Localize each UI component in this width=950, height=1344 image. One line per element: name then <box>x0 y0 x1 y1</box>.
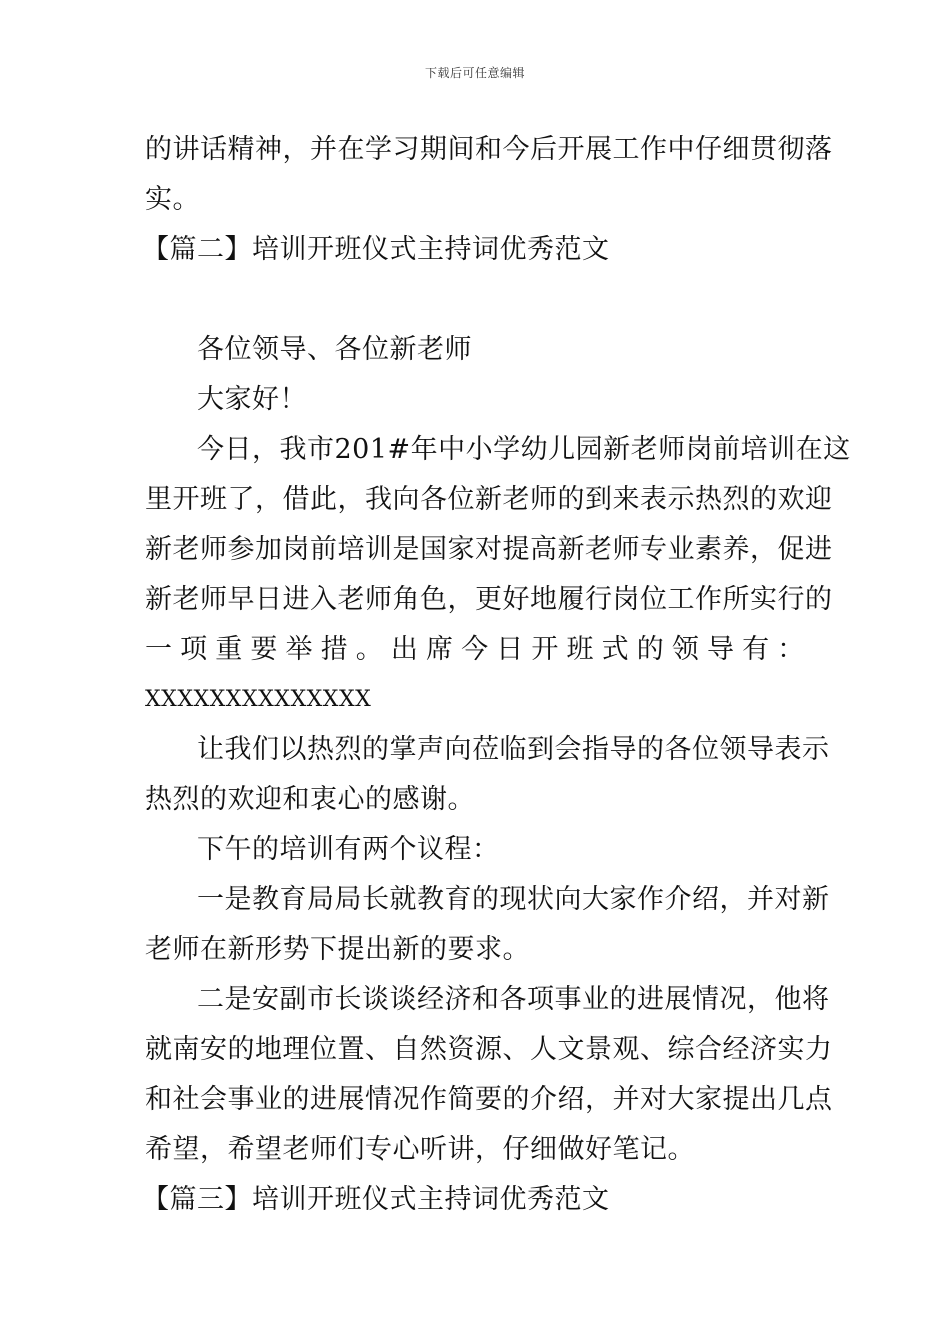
char: 今 <box>461 634 489 665</box>
char: 项 <box>180 634 208 665</box>
char: 要 <box>250 634 278 665</box>
char: 日 <box>496 634 524 665</box>
char: 举 <box>285 634 313 665</box>
char: ： <box>777 634 805 665</box>
paragraph-line: 的讲话精神，并在学习期间和今后开展工作中仔细贯彻落 <box>145 134 833 165</box>
char: 席 <box>426 634 454 665</box>
paragraph-line: 老师在新形势下提出新的要求。 <box>145 934 530 965</box>
paragraph-line: 让我们以热烈的掌声向莅临到会指导的各位领导表示 <box>197 734 830 765</box>
char: 重 <box>215 634 243 665</box>
paragraph-line: XXXXXXXXXXXXXX <box>145 687 372 712</box>
justified-paragraph-line <box>145 634 805 666</box>
paragraph-line: 和社会事业的进展情况作简要的介绍，并对大家提出几点 <box>145 1084 833 1115</box>
page-header: 下载后可任意编辑 <box>424 66 525 80</box>
greeting-line: 各位领导、各位新老师 <box>197 334 472 365</box>
paragraph-line: 实。 <box>145 184 200 215</box>
paragraph-line: 一是教育局局长就教育的现状向大家作介绍，并对新 <box>197 884 830 915</box>
paragraph-line: 二是安副市长谈谈经济和各项事业的进展情况，他将 <box>197 984 830 1015</box>
char: 有 <box>742 634 770 665</box>
char: 班 <box>566 634 594 665</box>
greeting-line: 大家好！ <box>197 384 307 415</box>
paragraph-line: 新老师早日进入老师角色，更好地履行岗位工作所实行的 <box>145 584 833 615</box>
char: 措 <box>320 634 349 665</box>
paragraph-line: 热烈的欢迎和衷心的感谢。 <box>145 784 475 815</box>
section-heading-2: 【篇二】培训开班仪式主持词优秀范文 <box>142 234 610 265</box>
char: 领 <box>671 634 700 665</box>
char: 的 <box>636 634 665 665</box>
char: 开 <box>531 634 559 665</box>
char: 导 <box>707 634 735 665</box>
paragraph-line: 就南安的地理位置、自然资源、人文景观、综合经济实力 <box>145 1034 833 1065</box>
char: 式 <box>601 634 630 665</box>
paragraph-line: 希望，希望老师们专心听讲，仔细做好笔记。 <box>145 1134 695 1165</box>
paragraph-line: 新老师参加岗前培训是国家对提高新老师专业素养，促进 <box>145 534 833 565</box>
char: 出 <box>390 634 419 665</box>
section-heading-3: 【篇三】培训开班仪式主持词优秀范文 <box>142 1184 610 1215</box>
paragraph-line: 今日，我市201#年中小学幼儿园新老师岗前培训在这 <box>197 434 851 465</box>
char: 。 <box>355 634 384 665</box>
char: 一 <box>145 634 173 665</box>
paragraph-line: 里开班了，借此，我向各位新老师的到来表示热烈的欢迎 <box>145 484 833 515</box>
paragraph-line: 下午的培训有两个议程： <box>197 834 500 865</box>
